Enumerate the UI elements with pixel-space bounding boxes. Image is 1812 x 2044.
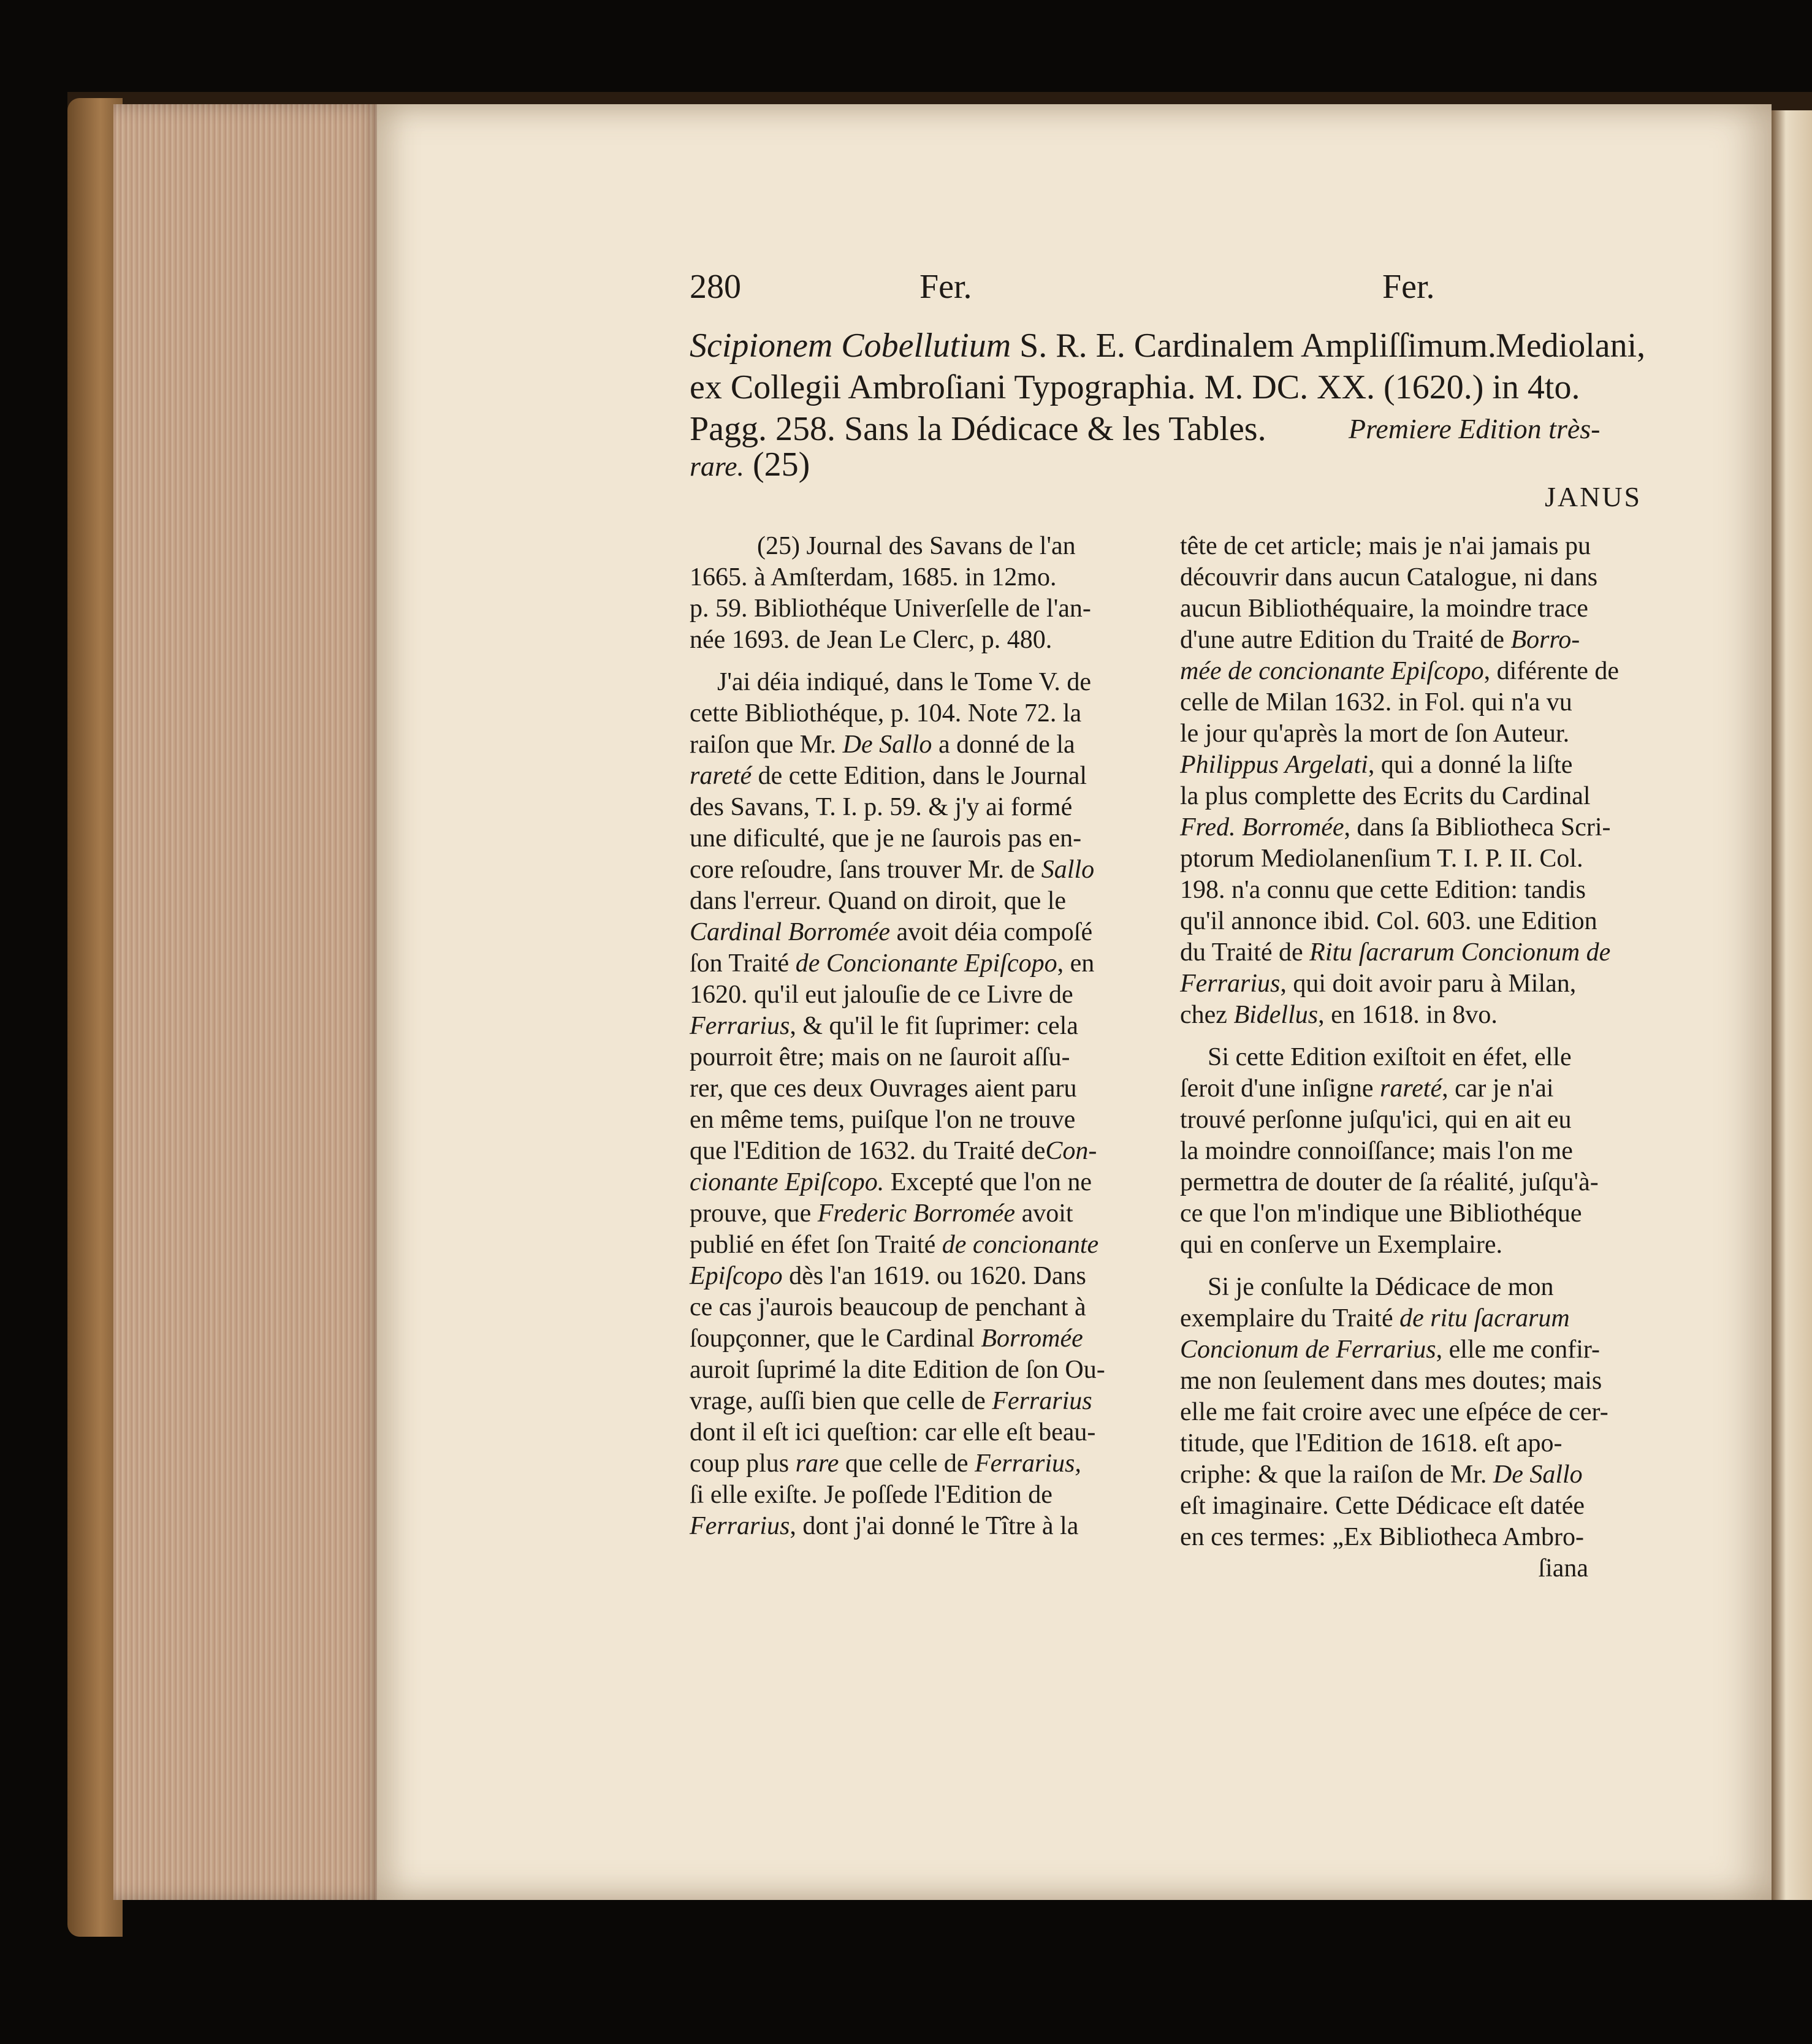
main-line-1 — [690, 325, 1496, 367]
lc-line-20-it: Con- — [1045, 1137, 1097, 1165]
page-stack — [113, 104, 386, 1900]
rc-line-4-it: Borro- — [1510, 626, 1580, 654]
main-line-4-italic: rare. — [690, 450, 745, 482]
main-line-1-a: S. R. E. Cardinalem Ampliſſimum. — [1019, 327, 1496, 365]
left-column — [690, 531, 1105, 1542]
rc-line-16 — [1180, 1000, 1619, 1031]
rc-line-4 — [1180, 625, 1619, 656]
lc-line-15: 1620. qu'il eut jalouſie de ce Livre de — [690, 981, 1073, 1009]
lc-line-30-it2: Ferrarius, — [974, 1449, 1081, 1478]
lc-line-22-a: prouve, que — [690, 1199, 812, 1228]
lc-line-11-a: core reſoudre, ſans trouver Mr. de — [690, 856, 1035, 884]
main-line-3-italic-text: Premiere Edition très- — [1349, 413, 1601, 444]
lc-line-11 — [690, 854, 1105, 886]
lc-line-23 — [690, 1229, 1105, 1261]
rc-line-8 — [1180, 750, 1619, 781]
rc-line-27: me non ſeulement dans mes doutes; mais — [1180, 1367, 1602, 1395]
lc-line-7-it: De Sallo — [842, 731, 932, 759]
rc-line-22: ce que l'on m'indique une Bibliothéque — [1180, 1199, 1582, 1228]
rc-line-18-b: , car je n'ai — [1442, 1074, 1554, 1103]
rc-line-20: la moindre connoiſſance; mais l'on me — [1180, 1137, 1573, 1165]
main-line-2: ex Collegii Ambroſiani Typographia. M. DC. XX. (1620.) in 4to. — [690, 368, 1580, 406]
main-line-3-italic — [1349, 408, 1601, 450]
lc-line-32 — [690, 1511, 1105, 1542]
rc-line-5-it: mée de concionante Epiſcopo — [1180, 657, 1484, 685]
rc-line-5-b: , diférente de — [1483, 657, 1620, 685]
lc-line-13-it: Cardinal Borromée — [690, 918, 891, 946]
rc-line-8-b: , qui a donné la liſte — [1368, 751, 1573, 779]
lc-line-29: dont il eſt ici queſtion: car elle eſt beau- — [690, 1418, 1096, 1446]
main-line-3: Pagg. 258. Sans la Dédicace & les Tables. — [690, 410, 1266, 448]
lc-line-30-it: rare — [795, 1449, 839, 1478]
lc-line-30 — [690, 1448, 1105, 1480]
main-line-1-right: Mediolani, — [1496, 327, 1646, 365]
lc-line-2: 1665. à Amſterdam, 1685. in 12mo. — [690, 563, 1057, 591]
lc-line-24 — [690, 1261, 1105, 1292]
lc-line-6: cette Bibliothéque, p. 104. Note 72. la — [690, 699, 1082, 728]
rc-line-29: titude, que l'Edition de 1618. eſt apo- — [1180, 1429, 1563, 1457]
lc-line-14 — [690, 948, 1105, 979]
rc-line-28: elle me fait croire avec une eſpéce de cer- — [1180, 1398, 1608, 1426]
rc-line-4-a: d'une autre Edition du Traité de — [1180, 626, 1504, 654]
rc-line-30-a: criphe: & que la raiſon de Mr. — [1180, 1461, 1487, 1489]
rc-line-18 — [1180, 1073, 1619, 1104]
main-line-4 — [690, 444, 810, 487]
rc-line-33: ſiana — [1538, 1554, 1589, 1582]
lc-line-23-a: publié en éfet ſon Traité — [690, 1231, 936, 1259]
lc-line-7-a: raiſon que Mr. — [690, 731, 837, 759]
rc-line-30 — [1180, 1459, 1619, 1491]
running-head-right: Fer. — [1382, 268, 1435, 306]
rc-line-14-a: du Traité de — [1180, 938, 1303, 967]
rc-line-25 — [1180, 1303, 1619, 1334]
rc-line-16-it: Bidellus — [1233, 1001, 1319, 1029]
page-number: 280 — [690, 268, 741, 306]
lc-line-30-a: coup plus — [690, 1449, 790, 1478]
rc-line-14-it: Ritu ſacrarum Concionum de — [1309, 938, 1611, 967]
rc-line-17: Si cette Edition exiſtoit en éfet, elle — [1208, 1043, 1572, 1071]
rc-line-3: aucun Bibliothéquaire, la moindre trace — [1180, 595, 1588, 623]
lc-line-13 — [690, 917, 1105, 948]
rc-line-10 — [1180, 812, 1619, 843]
lc-line-9: des Savans, T. I. p. 59. & j'y ai formé — [690, 793, 1073, 821]
lc-line-16 — [690, 1011, 1105, 1042]
lc-line-16-b: , & qu'il le fit ſuprimer: cela — [790, 1012, 1078, 1040]
lc-line-5: J'ai déia indiqué, dans le Tome V. de — [717, 668, 1092, 696]
main-line-4-note: (25) — [753, 446, 810, 484]
lc-line-23-it: de concionante — [942, 1231, 1099, 1259]
rc-line-15 — [1180, 968, 1619, 1000]
lc-line-14-a: ſon Traité — [690, 949, 790, 978]
lc-line-14-it: de Concionante Epiſcopo — [795, 949, 1057, 978]
lc-line-22-it: Frederic Borromée — [817, 1199, 1016, 1228]
rc-line-13: qu'il annonce ibid. Col. 603. une Edition — [1180, 907, 1597, 935]
right-column — [1180, 531, 1619, 1584]
rc-line-19: trouvé perſonne juſqu'ici, qui en ait eu — [1180, 1106, 1572, 1134]
rc-line-2: découvrir dans aucun Catalogue, ni dans — [1180, 563, 1598, 591]
rc-line-31: eſt imaginaire. Cette Dédicace eſt datée — [1180, 1492, 1585, 1520]
rc-line-24: Si je conſulte la Dédicace de mon — [1208, 1273, 1554, 1301]
rc-line-18-a: ſeroit d'une inſigne — [1180, 1074, 1374, 1103]
lc-line-7-b: a donné de la — [938, 731, 1075, 759]
rc-line-18-it: rareté — [1380, 1074, 1442, 1103]
lc-line-16-it: Ferrarius — [690, 1012, 790, 1040]
rc-line-7: le jour qu'après la mort de ſon Auteur. — [1180, 720, 1570, 748]
rc-line-25-a: exemplaire du Traité — [1180, 1304, 1393, 1332]
lc-line-18: rer, que ces deux Ouvrages aient paru — [690, 1074, 1077, 1103]
lc-line-21-b: Excepté que l'on ne — [890, 1168, 1092, 1196]
lc-line-28-a: vrage, auſſi bien que celle de — [690, 1387, 986, 1415]
rc-line-12: 198. n'a connu que cette Edition: tandis — [1180, 876, 1586, 904]
rc-line-26-it: Concionum de Ferrarius — [1180, 1335, 1436, 1364]
lc-line-31: ſi elle exiſte. Je poſſede l'Edition de — [690, 1481, 1053, 1509]
lc-line-1: (25) Journal des Savans de l'an — [757, 532, 1076, 560]
rc-line-21: permettra de douter de ſa réalité, juſqu'à- — [1180, 1168, 1599, 1196]
lc-line-8 — [690, 761, 1105, 792]
lc-line-22-b: avoit — [1021, 1199, 1073, 1228]
lc-line-10: une dificulté, que je ne ſaurois pas en- — [690, 824, 1082, 853]
lc-line-24-b: dès l'an 1619. ou 1620. Dans — [789, 1262, 1086, 1290]
lc-line-28 — [690, 1386, 1105, 1417]
lc-line-27: auroit ſuprimé la dite Edition de ſon Ou- — [690, 1356, 1105, 1384]
lc-line-8-it: rareté — [690, 762, 752, 790]
rc-line-16-b: , en 1618. in 8vo. — [1318, 1001, 1498, 1029]
lc-line-12: dans l'erreur. Quand on diroit, que le — [690, 887, 1067, 915]
lc-line-32-it: Ferrarius — [690, 1512, 790, 1540]
lc-line-19: en même tems, puiſque l'on ne trouve — [690, 1106, 1076, 1134]
facing-page-edge — [1768, 110, 1812, 1900]
lc-line-14-b: , en — [1057, 949, 1095, 978]
rc-line-26-b: , elle me confir- — [1436, 1335, 1601, 1364]
rc-line-15-b: , qui doit avoir paru à Milan, — [1280, 970, 1577, 998]
lc-line-24-it: Epiſcopo — [690, 1262, 783, 1290]
rc-line-6: celle de Milan 1632. in Fol. qui n'a vu — [1180, 688, 1572, 716]
rc-line-1: tête de cet article; mais je n'ai jamais pu — [1180, 532, 1591, 560]
lc-line-17: pourroit être; mais on ne ſauroit aſſu- — [690, 1043, 1070, 1071]
lc-line-8-b: de cette Edition, dans le Journal — [758, 762, 1087, 790]
lc-line-30-b: que celle de — [845, 1449, 969, 1478]
lc-line-11-it: Sallo — [1041, 856, 1095, 884]
running-head-center: Fer. — [919, 268, 972, 306]
lc-line-20 — [690, 1136, 1105, 1167]
rc-line-25-it: de ritu ſacrarum — [1399, 1304, 1570, 1332]
rc-line-23: qui en conſerve un Exemplaire. — [1180, 1231, 1502, 1259]
lc-line-21 — [690, 1167, 1105, 1198]
main-line-1-italic: Scipionem Cobellutium — [690, 327, 1011, 365]
lc-line-4: née 1693. de Jean Le Clerc, p. 480. — [690, 626, 1053, 654]
lc-line-28-it: Ferrarius — [992, 1387, 1092, 1415]
rc-line-30-it: De Sallo — [1493, 1461, 1583, 1489]
rc-line-9: la plus complette des Ecrits du Cardinal — [1180, 782, 1591, 810]
lc-line-26-it: Borromée — [981, 1324, 1083, 1353]
lc-line-25: ce cas j'aurois beaucoup de penchant à — [690, 1293, 1086, 1321]
rc-line-16-a: chez — [1180, 1001, 1227, 1029]
lc-line-22 — [690, 1198, 1105, 1229]
lc-line-26 — [690, 1323, 1105, 1354]
lc-line-26-a: ſoupçonner, que le Cardinal — [690, 1324, 975, 1353]
rc-line-11: ptorum Mediolanenſium T. I. P. II. Col. — [1180, 845, 1583, 873]
lc-line-21-it: cionante Epiſcopo. — [690, 1168, 885, 1196]
catchword: JANUS — [1545, 481, 1642, 512]
rc-line-14 — [1180, 937, 1619, 968]
lc-line-3: p. 59. Bibliothéque Univerſelle de l'an- — [690, 595, 1091, 623]
rc-line-8-it: Philippus Argelati — [1180, 751, 1368, 779]
lc-line-7 — [690, 729, 1105, 761]
rc-line-10-b: , dans ſa Bibliotheca Scri- — [1344, 813, 1611, 842]
rc-line-15-it: Ferrarius — [1180, 970, 1281, 998]
lc-line-20-a: que l'Edition de 1632. du Traité de — [690, 1137, 1046, 1165]
rc-line-10-it: Fred. Borromée — [1180, 813, 1344, 842]
rc-line-32: en ces termes: „Ex Bibliotheca Ambro- — [1180, 1523, 1584, 1551]
lc-line-13-b: avoit déia compoſé — [896, 918, 1093, 946]
lc-line-32-b: , dont j'ai donné le Tître à la — [790, 1512, 1079, 1540]
rc-line-5 — [1180, 656, 1619, 687]
rc-line-26 — [1180, 1334, 1619, 1366]
